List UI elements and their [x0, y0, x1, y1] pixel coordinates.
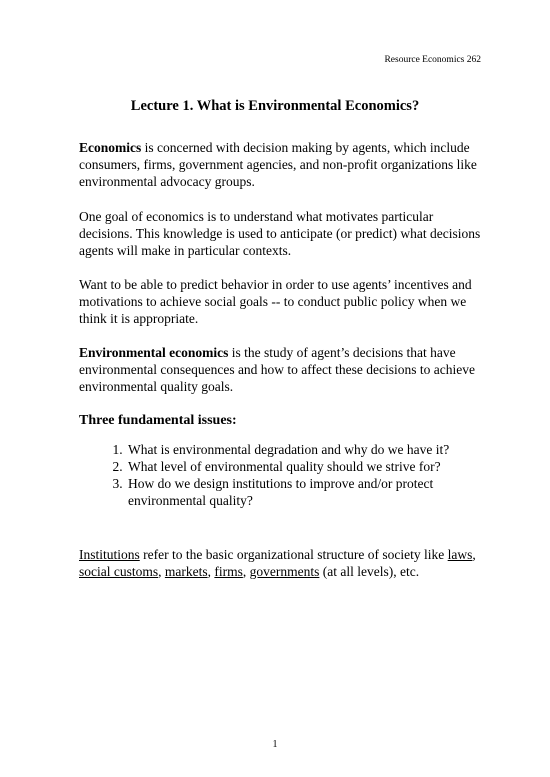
list-item: 1. What is environmental degradation and why do we have it?: [126, 441, 489, 458]
paragraph-environmental-economics: [79, 344, 489, 395]
page-number: 1: [272, 739, 278, 750]
paragraph-environmental-economics-text: is the study of agent’s decisions that have environmental consequences and how to affect these decisions to achieve environmental quality goals.: [79, 345, 475, 394]
document-body: [79, 139, 489, 597]
lecture-title: Lecture 1. What is Environmental Economics?: [130, 98, 420, 114]
separator: ,: [158, 564, 165, 579]
paragraph-institutions: [79, 546, 489, 580]
term-governments: governments: [249, 564, 320, 579]
paragraph-goal: One goal of economics is to understand what motivates particular decisions. This knowledge is used to anticipate (or predict) what decisions agents will make in particular contexts.: [79, 209, 481, 258]
list-item: 3. How do we design institutions to improve and/or protect environmental quality?: [126, 475, 489, 509]
term-social-customs: social customs: [79, 564, 159, 579]
list-item: 2. What level of environmental quality should we strive for?: [126, 458, 489, 475]
paragraph-economics: [79, 139, 489, 190]
term-institutions: Institutions: [79, 547, 140, 562]
institutions-text-end: (at all levels), etc.: [319, 564, 420, 579]
term-firms: firms: [214, 564, 243, 579]
separator: ,: [207, 564, 215, 579]
issues-list: [79, 441, 489, 509]
paragraph-economics-text: is concerned with decision making by agents, which include consumers, firms, government agencies, and non-profit organizations like environmental advocacy groups.: [79, 140, 477, 189]
term-economics: Economics: [79, 140, 142, 155]
issues-heading: Three fundamental issues:: [79, 413, 237, 428]
term-environmental-economics: Environmental economics: [79, 345, 229, 360]
course-header: Resource Economics 262: [384, 55, 481, 65]
paragraph-predict: Want to be able to predict behavior in order to use agents’ incentives and motivations to achieve social goals -- to conduct public policy when we think it is appropriate.: [79, 277, 472, 326]
institutions-text: refer to the basic organizational structure of society like: [139, 547, 448, 562]
separator: ,: [242, 564, 250, 579]
term-markets: markets: [164, 564, 208, 579]
separator: ,: [472, 547, 476, 562]
term-laws: laws: [447, 547, 473, 562]
